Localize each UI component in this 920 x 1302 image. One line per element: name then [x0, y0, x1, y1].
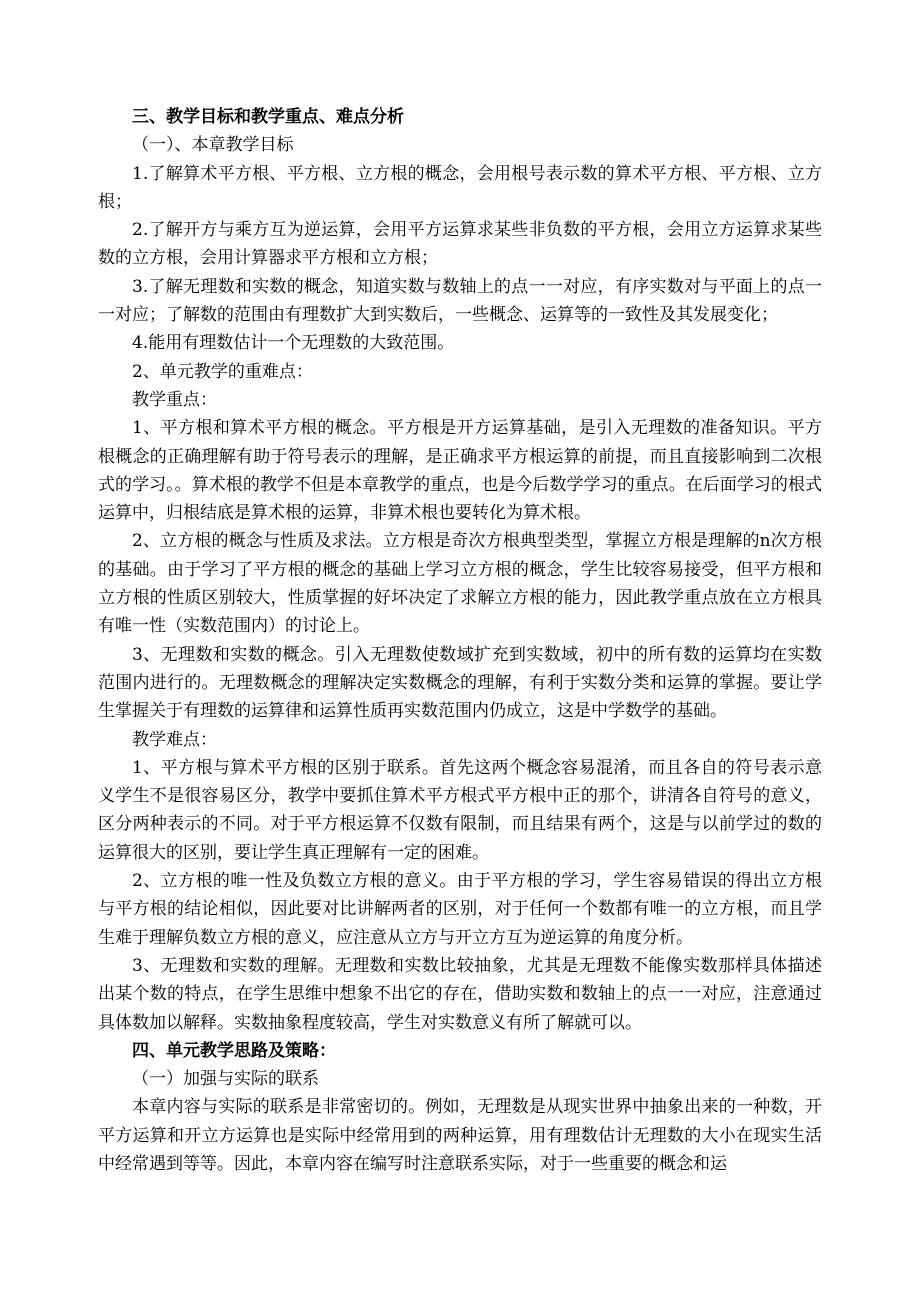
section-heading-strategies: 四、单元教学思路及策略： — [132, 1040, 336, 1061]
label-difficulties: 教学难点： — [132, 729, 217, 750]
goal-item-2: 2.了解开方与乘方互为逆运算，会用平方运算求某些非负数的平方根，会用立方运算求某些数的立方根，会用计算器求平方根和立方根； — [98, 220, 822, 269]
strategy-paragraph-1: 本章内容与实际的联系是非常密切的。例如，无理数是从现实世界中抽象出来的一种数，开平方运算和开立方运算也是实际中经常用到的两种运算，用有理数估计无理数的大小在现实生活中经常遇到等等。因此，本章内容在编写时注意联系实际，对于一些重要的概念和运 — [98, 1097, 822, 1174]
subheading-key-difficulties: 2、单元教学的重难点： — [132, 361, 313, 382]
subheading-real-world-links: （一）加强与实际的联系 — [132, 1069, 319, 1090]
goal-item-3: 3.了解无理数和实数的概念，知道实数与数轴上的点一一对应，有序实数对与平面上的点一一对应；了解数的范围由有理数扩大到实数后，一些概念、运算等的一致性及其发展变化； — [98, 276, 822, 326]
goal-item-4: 4.能用有理数估计一个无理数的大致范围。 — [132, 333, 455, 354]
difficulty-1: 1、平方根与算术平方根的区别于联系。首先这两个概念容易混淆，而且各自的符号表示意义学生不是很容易区分，教学中要抓住算术平方根式平方根中正的那个，讲清各自符号的意义，区分两种表示的不同。对于平方根运算不仅数有限制，而且结果有两个，这是与以前学过的数的运算很大的区别，要让学生真正理解有一定的困难。 — [98, 757, 822, 863]
label-key-points: 教学重点： — [132, 389, 217, 410]
key-point-2: 2、立方根的概念与性质及求法。立方根是奇次方根典型类型，掌握立方根是理解的n次方根的基础。由于学习了平方根的概念的基础上学习立方根的概念，学生比较容易接受，但平方根和立方根的性质区别较大，性质掌握的好坏决定了求解立方根的能力，因此教学重点放在立方根具有唯一性（实数范围内）的讨论上。 — [98, 531, 822, 637]
difficulty-2: 2、立方根的唯一性及负数立方根的意义。由于平方根的学习，学生容易错误的得出立方根与平方根的结论相似，因此要对比讲解两者的区别，对于任何一个数都有唯一的立方根，而且学生难于理解负数立方根的意义，应注意从立方与开立方互为逆运算的角度分析。 — [98, 871, 822, 948]
difficulty-3: 3、无理数和实数的理解。无理数和实数比较抽象，尤其是无理数不能像实数那样具体描述出某个数的特点，在学生思维中想象不出它的存在，借助实数和数轴上的点一一对应，注意通过具体数加以解释。实数抽象程度较高，学生对实数意义有所了解就可以。 — [98, 955, 822, 1033]
key-point-3: 3、无理数和实数的概念。引入无理数使数域扩充到实数域，初中的所有数的运算均在实数范围内进行的。无理数概念的理解决定实数概念的理解，有利于实数分类和运算的掌握。要让学生掌握关于有理数的运算律和运算性质再实数范围内仍成立，这是中学数学的基础。 — [98, 644, 822, 722]
section-heading-teaching-goals: 三、教学目标和教学重点、难点分析 — [132, 107, 404, 127]
goal-item-1: 1.了解算术平方根、平方根、立方根的概念，会用根号表示数的算术平方根、平方根、立方根； — [98, 163, 822, 212]
document-body — [98, 103, 822, 1178]
subheading-chapter-goals: （一）、本章教学目标 — [132, 135, 294, 156]
key-point-1: 1、平方根和算术平方根的概念。平方根是开方运算基础，是引入无理数的准备知识。平方根概念的正确理解有助于符号表示的理解，是正确求平方根运算的前提，而且直接影响到二次根式的学习。。算术根的教学不但是本章教学的重点，也是今后数学学习的重点。在后面学习的根式运算中，归根结底是算术根的运算，非算术根也要转化为算术根。 — [98, 418, 822, 524]
